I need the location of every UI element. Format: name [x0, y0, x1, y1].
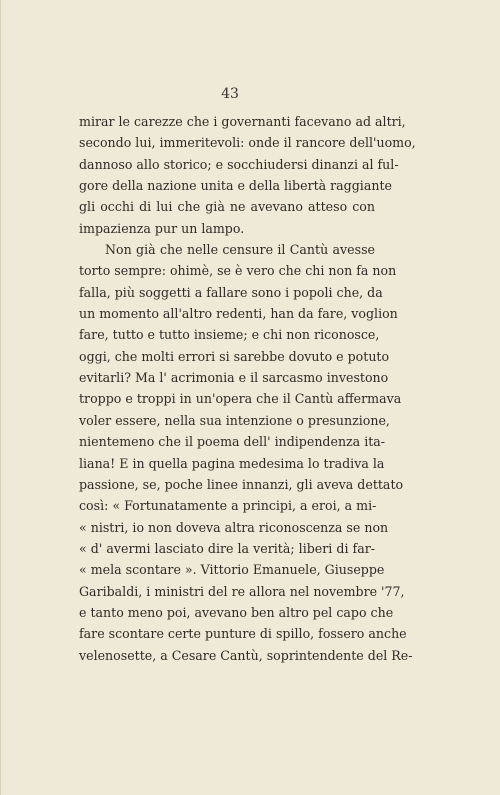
text-line: nientemeno che il poema dell' indipendenza ita- — [79, 434, 386, 450]
text-line: mirar le carezze che i governanti facevano ad altri, — [79, 114, 406, 129]
text-line: oggi, che molti errori si sarebbe dovuto e potuto — [79, 348, 390, 364]
text-line: dannoso allo storico; e socchiudersi dinanzi al ful- — [79, 156, 399, 172]
text-line: e tanto meno poi, avevano ben altro pel capo che — [79, 604, 394, 620]
text-line: voler essere, nella sua intenzione o presunzione, — [79, 412, 390, 428]
text-line: evitarli? Ma l' acrimonia e il sarcasmo investono — [79, 370, 389, 386]
text-line: gore della nazione unita e della libertà raggiante — [79, 178, 392, 194]
text-line: fare scontare certe punture di spillo, fossero anche — [79, 626, 407, 642]
page-number: 43 — [221, 86, 239, 102]
text-line: falla, più soggetti a fallare sono i popoli che, da — [79, 284, 383, 300]
text-line: « mela scontare ». Vittorio Emanuele, Giuseppe — [79, 562, 385, 578]
text-line: Garibaldi, i ministri del re allora nel novembre '77, — [79, 583, 405, 599]
text-line: così: « Fortunatamente a principi, a eroi, a mi- — [79, 498, 377, 514]
body-text — [79, 111, 416, 666]
text-line: « nistri, io non doveva altra riconoscenza se non — [79, 519, 389, 535]
text-line: Non già che nelle censure il Cantù avesse — [105, 242, 375, 258]
text-line: impazienza pur un lampo. — [79, 220, 245, 236]
text-line: velenosette, a Cesare Cantù, soprintendente del Re- — [79, 647, 413, 663]
text-line: un momento all'altro redenti, han da fare, voglion — [79, 306, 398, 322]
text-line: fare, tutto e tutto insieme; e chi non riconosce, — [79, 327, 380, 343]
text-line: liana! E in quella pagina medesima lo tradiva la — [79, 455, 385, 471]
text-line: gli occhi di lui che già ne avevano atteso con — [79, 199, 375, 215]
text-line: troppo e troppi in un'opera che il Cantù affermava — [79, 391, 402, 407]
text-line: « d' avermi lasciato dire la verità; liberi di far- — [79, 540, 375, 556]
text-line: passione, se, poche linee innanzi, gli aveva dettato — [79, 476, 404, 492]
text-line: torto sempre: ohimè, se è vero che chi non fa non — [79, 263, 397, 279]
text-line: secondo lui, immeritevoli: onde il rancore dell'uomo, — [79, 135, 416, 151]
